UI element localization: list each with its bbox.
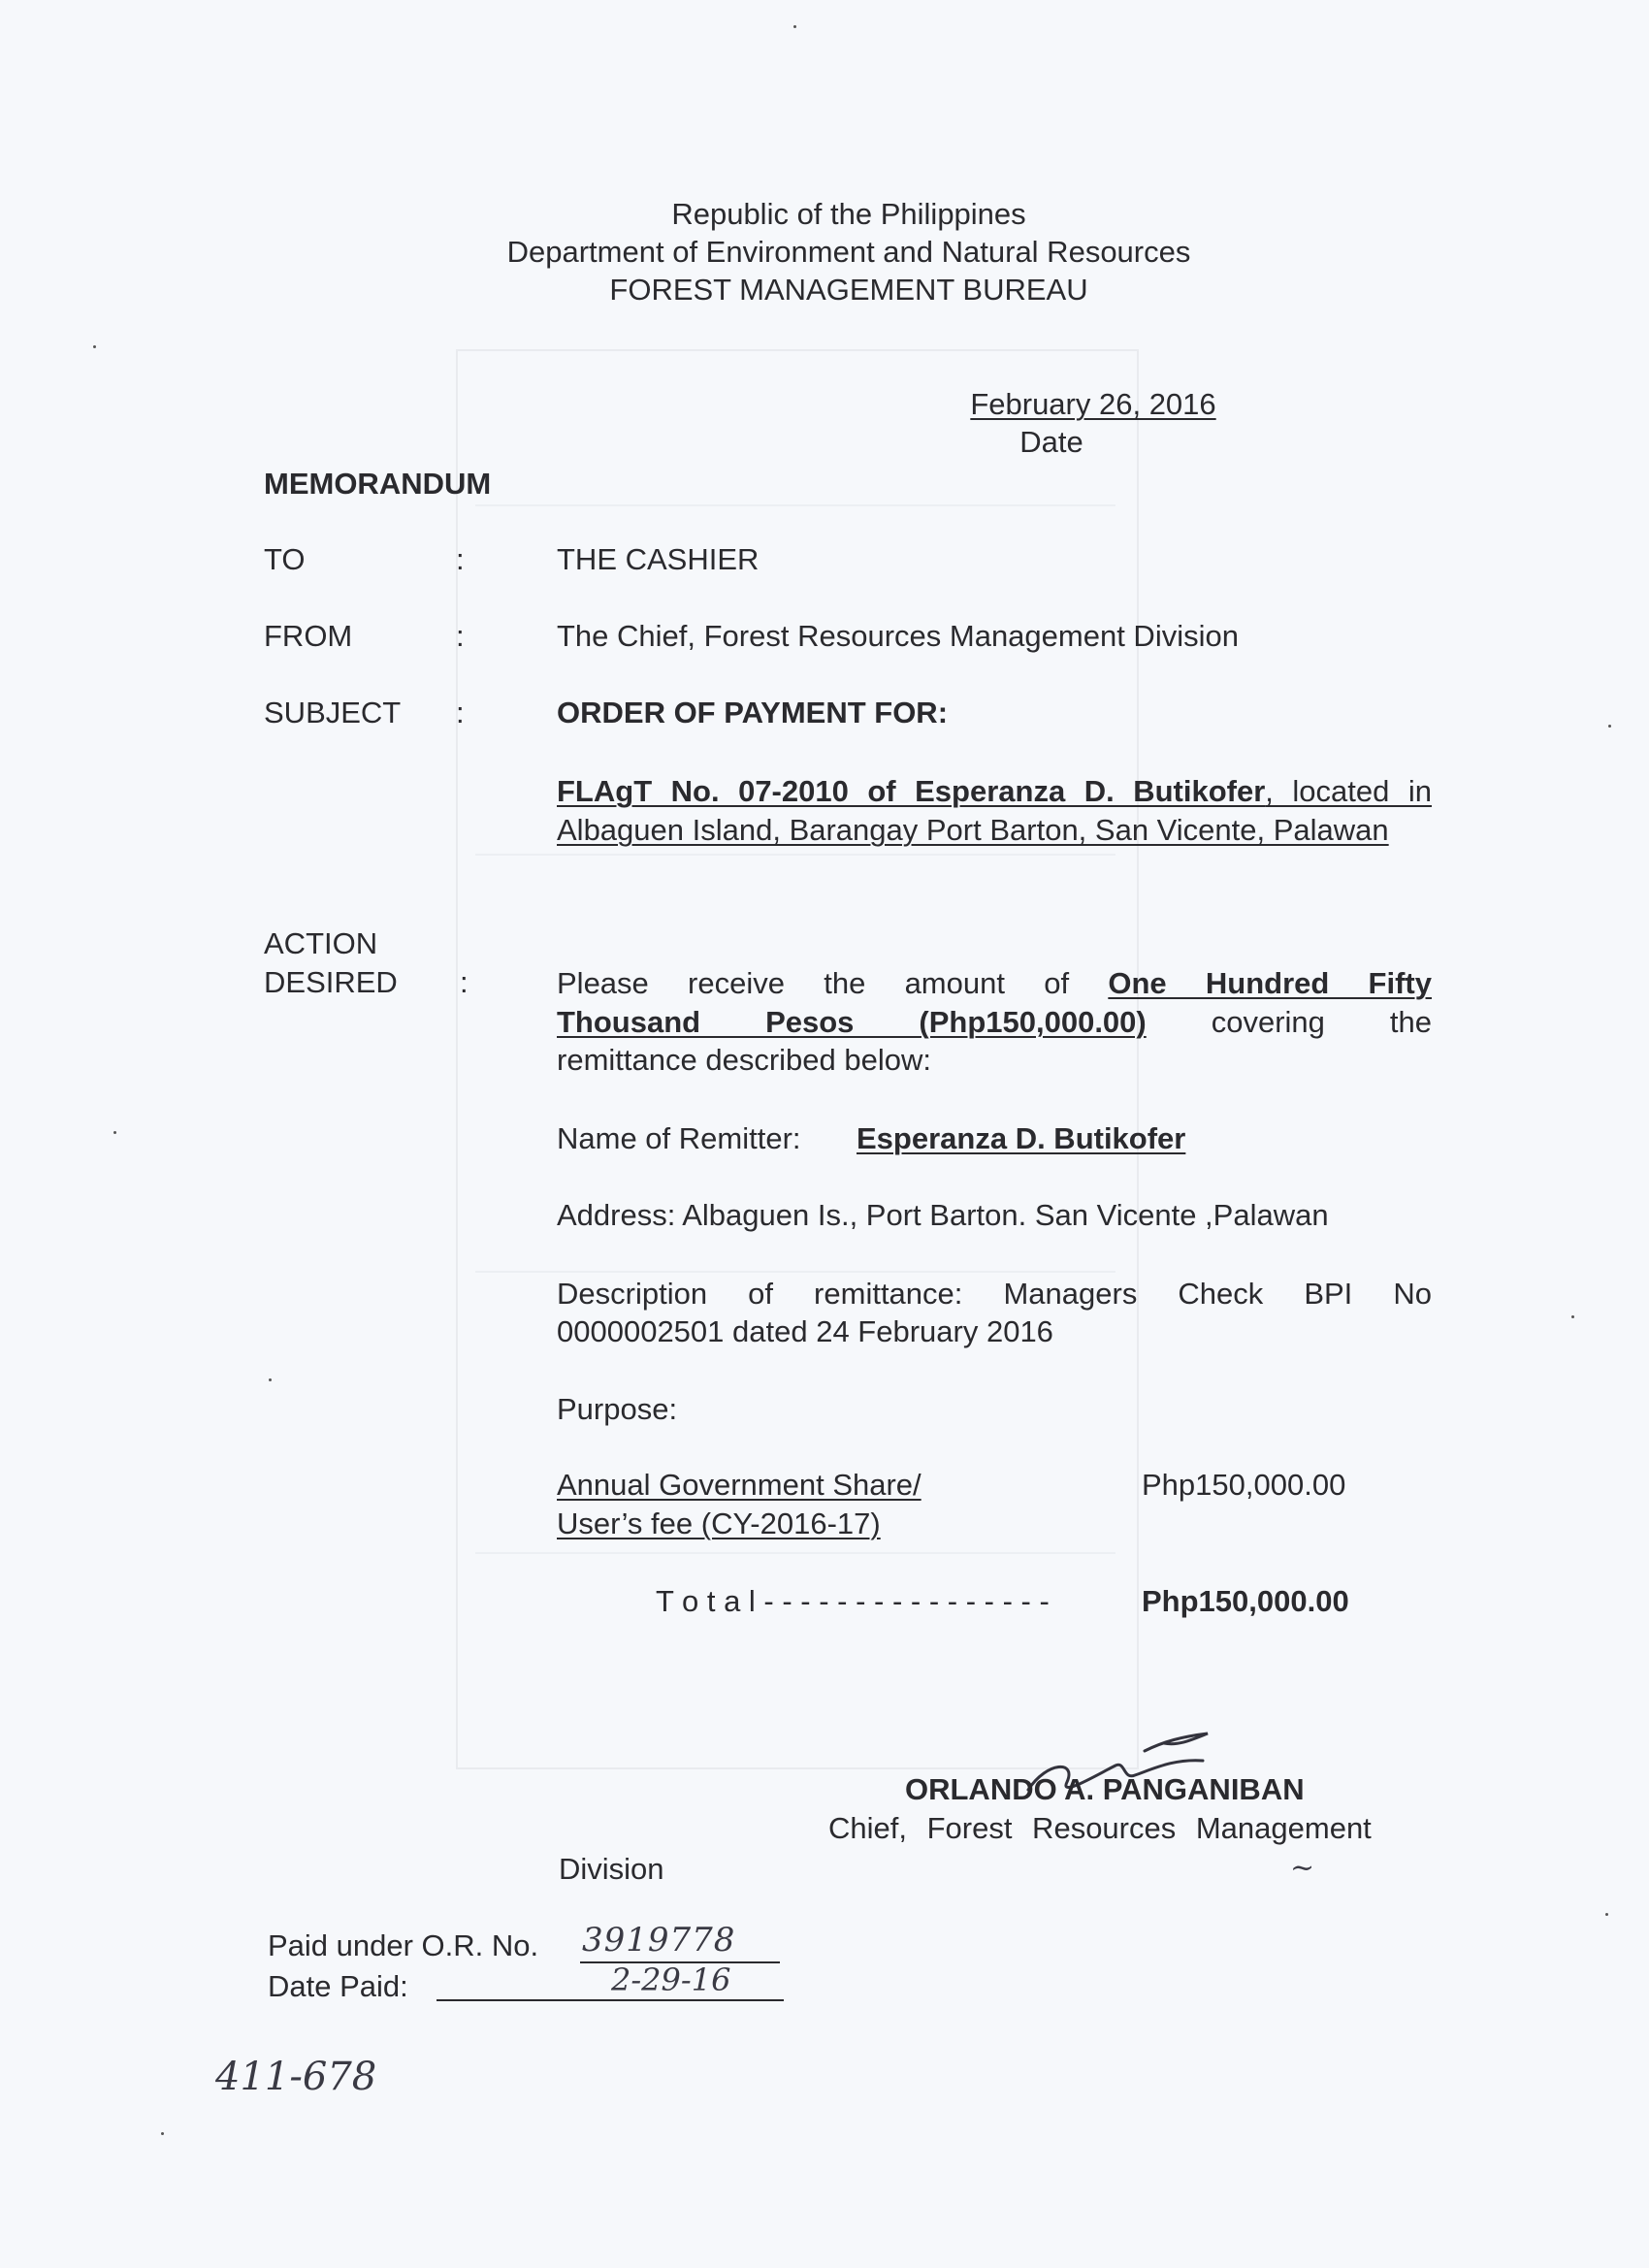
scan-speck [1605, 1913, 1608, 1916]
subject-colon: : [456, 696, 465, 729]
header-bureau: FOREST MANAGEMENT BUREAU [609, 273, 1088, 307]
subject-detail-bold: FLAgT No. 07-2010 of Esperanza D. Butikofer [557, 774, 1266, 808]
subject-label: SUBJECT [264, 696, 402, 729]
memo-title: MEMORANDUM [264, 467, 492, 501]
memo-date: February 26, 2016 [970, 387, 1216, 421]
action-line3: remittance described below: [557, 1043, 931, 1077]
action-line2-suffix: covering the [1211, 1005, 1432, 1039]
date-paid-label: Date Paid: [268, 1969, 408, 2003]
purpose-item-line2: User’s fee (CY-2016-17) [557, 1507, 881, 1540]
action-colon: : [460, 965, 469, 999]
initials-mark: ~ [1290, 1851, 1315, 1885]
scan-speck [793, 25, 796, 28]
remitter-label: Name of Remitter: [557, 1121, 801, 1155]
scan-speck [93, 345, 96, 348]
bleed-through-line [475, 854, 1116, 856]
scan-speck [1608, 725, 1611, 728]
description-line1: Description of remittance: Managers Check BPI No [557, 1277, 1432, 1311]
total-label: T o t a l - - - - - - - - - - - - - - - - [656, 1584, 1050, 1618]
scan-speck [269, 1378, 272, 1381]
scan-speck [161, 2132, 164, 2135]
purpose-amount: Php150,000.00 [1142, 1468, 1346, 1502]
subject-value: ORDER OF PAYMENT FOR: [557, 696, 949, 729]
to-colon: : [456, 542, 465, 576]
date-label: Date [1019, 425, 1083, 459]
from-colon: : [456, 619, 465, 653]
bleed-through-line [475, 1552, 1116, 1554]
bleed-through-line [475, 1271, 1116, 1273]
scan-speck [113, 1131, 116, 1134]
to-label: TO [264, 542, 306, 576]
action-label-line2: DESIRED [264, 965, 398, 999]
or-number-value: 3919778 [582, 1921, 736, 1960]
header-department: Department of Environment and Natural Resources [506, 235, 1191, 269]
subject-detail-rest: , located in Albaguen Island, Barangay Port Barton, San Vicente, Palawan [557, 774, 1432, 847]
purpose-label: Purpose: [557, 1392, 678, 1426]
from-label: FROM [264, 619, 353, 653]
signatory-position-line2: Division [559, 1852, 664, 1886]
date-paid-line [436, 1999, 784, 2001]
remitter-name: Esperanza D. Butikofer [857, 1121, 1186, 1155]
amount-words-part2: Thousand Pesos (Php150,000.00) [557, 1005, 1147, 1039]
bleed-through-line [475, 504, 1116, 506]
action-line2 [557, 1003, 1432, 1042]
signatory-position-line1: Chief, Forest Resources Management [828, 1811, 1372, 1845]
total-amount: Php150,000.00 [1142, 1584, 1349, 1618]
description-line2: 0000002501 dated 24 February 2016 [557, 1314, 1053, 1348]
header-republic: Republic of the Philippines [671, 197, 1026, 231]
to-value: THE CASHIER [557, 542, 760, 576]
amount-words-part1: One Hundred Fifty [1108, 966, 1432, 1000]
handwritten-note: 411-678 [215, 2055, 377, 2099]
subject-detail [557, 772, 1432, 850]
action-line1 [557, 964, 1432, 1003]
date-paid-value: 2-29-16 [611, 1961, 731, 1998]
purpose-item-line1: Annual Government Share/ [557, 1468, 922, 1502]
or-number-label: Paid under O.R. No. [268, 1928, 539, 1962]
scan-speck [1571, 1315, 1574, 1318]
from-value: The Chief, Forest Resources Management Division [557, 619, 1239, 653]
action-line1-prefix: Please receive the amount of [557, 966, 1109, 1000]
remitter-address: Address: Albaguen Is., Port Barton. San Vicente ,Palawan [557, 1198, 1329, 1232]
signatory-name: ORLANDO A. PANGANIBAN [905, 1772, 1305, 1806]
action-label-line1: ACTION [264, 926, 378, 960]
